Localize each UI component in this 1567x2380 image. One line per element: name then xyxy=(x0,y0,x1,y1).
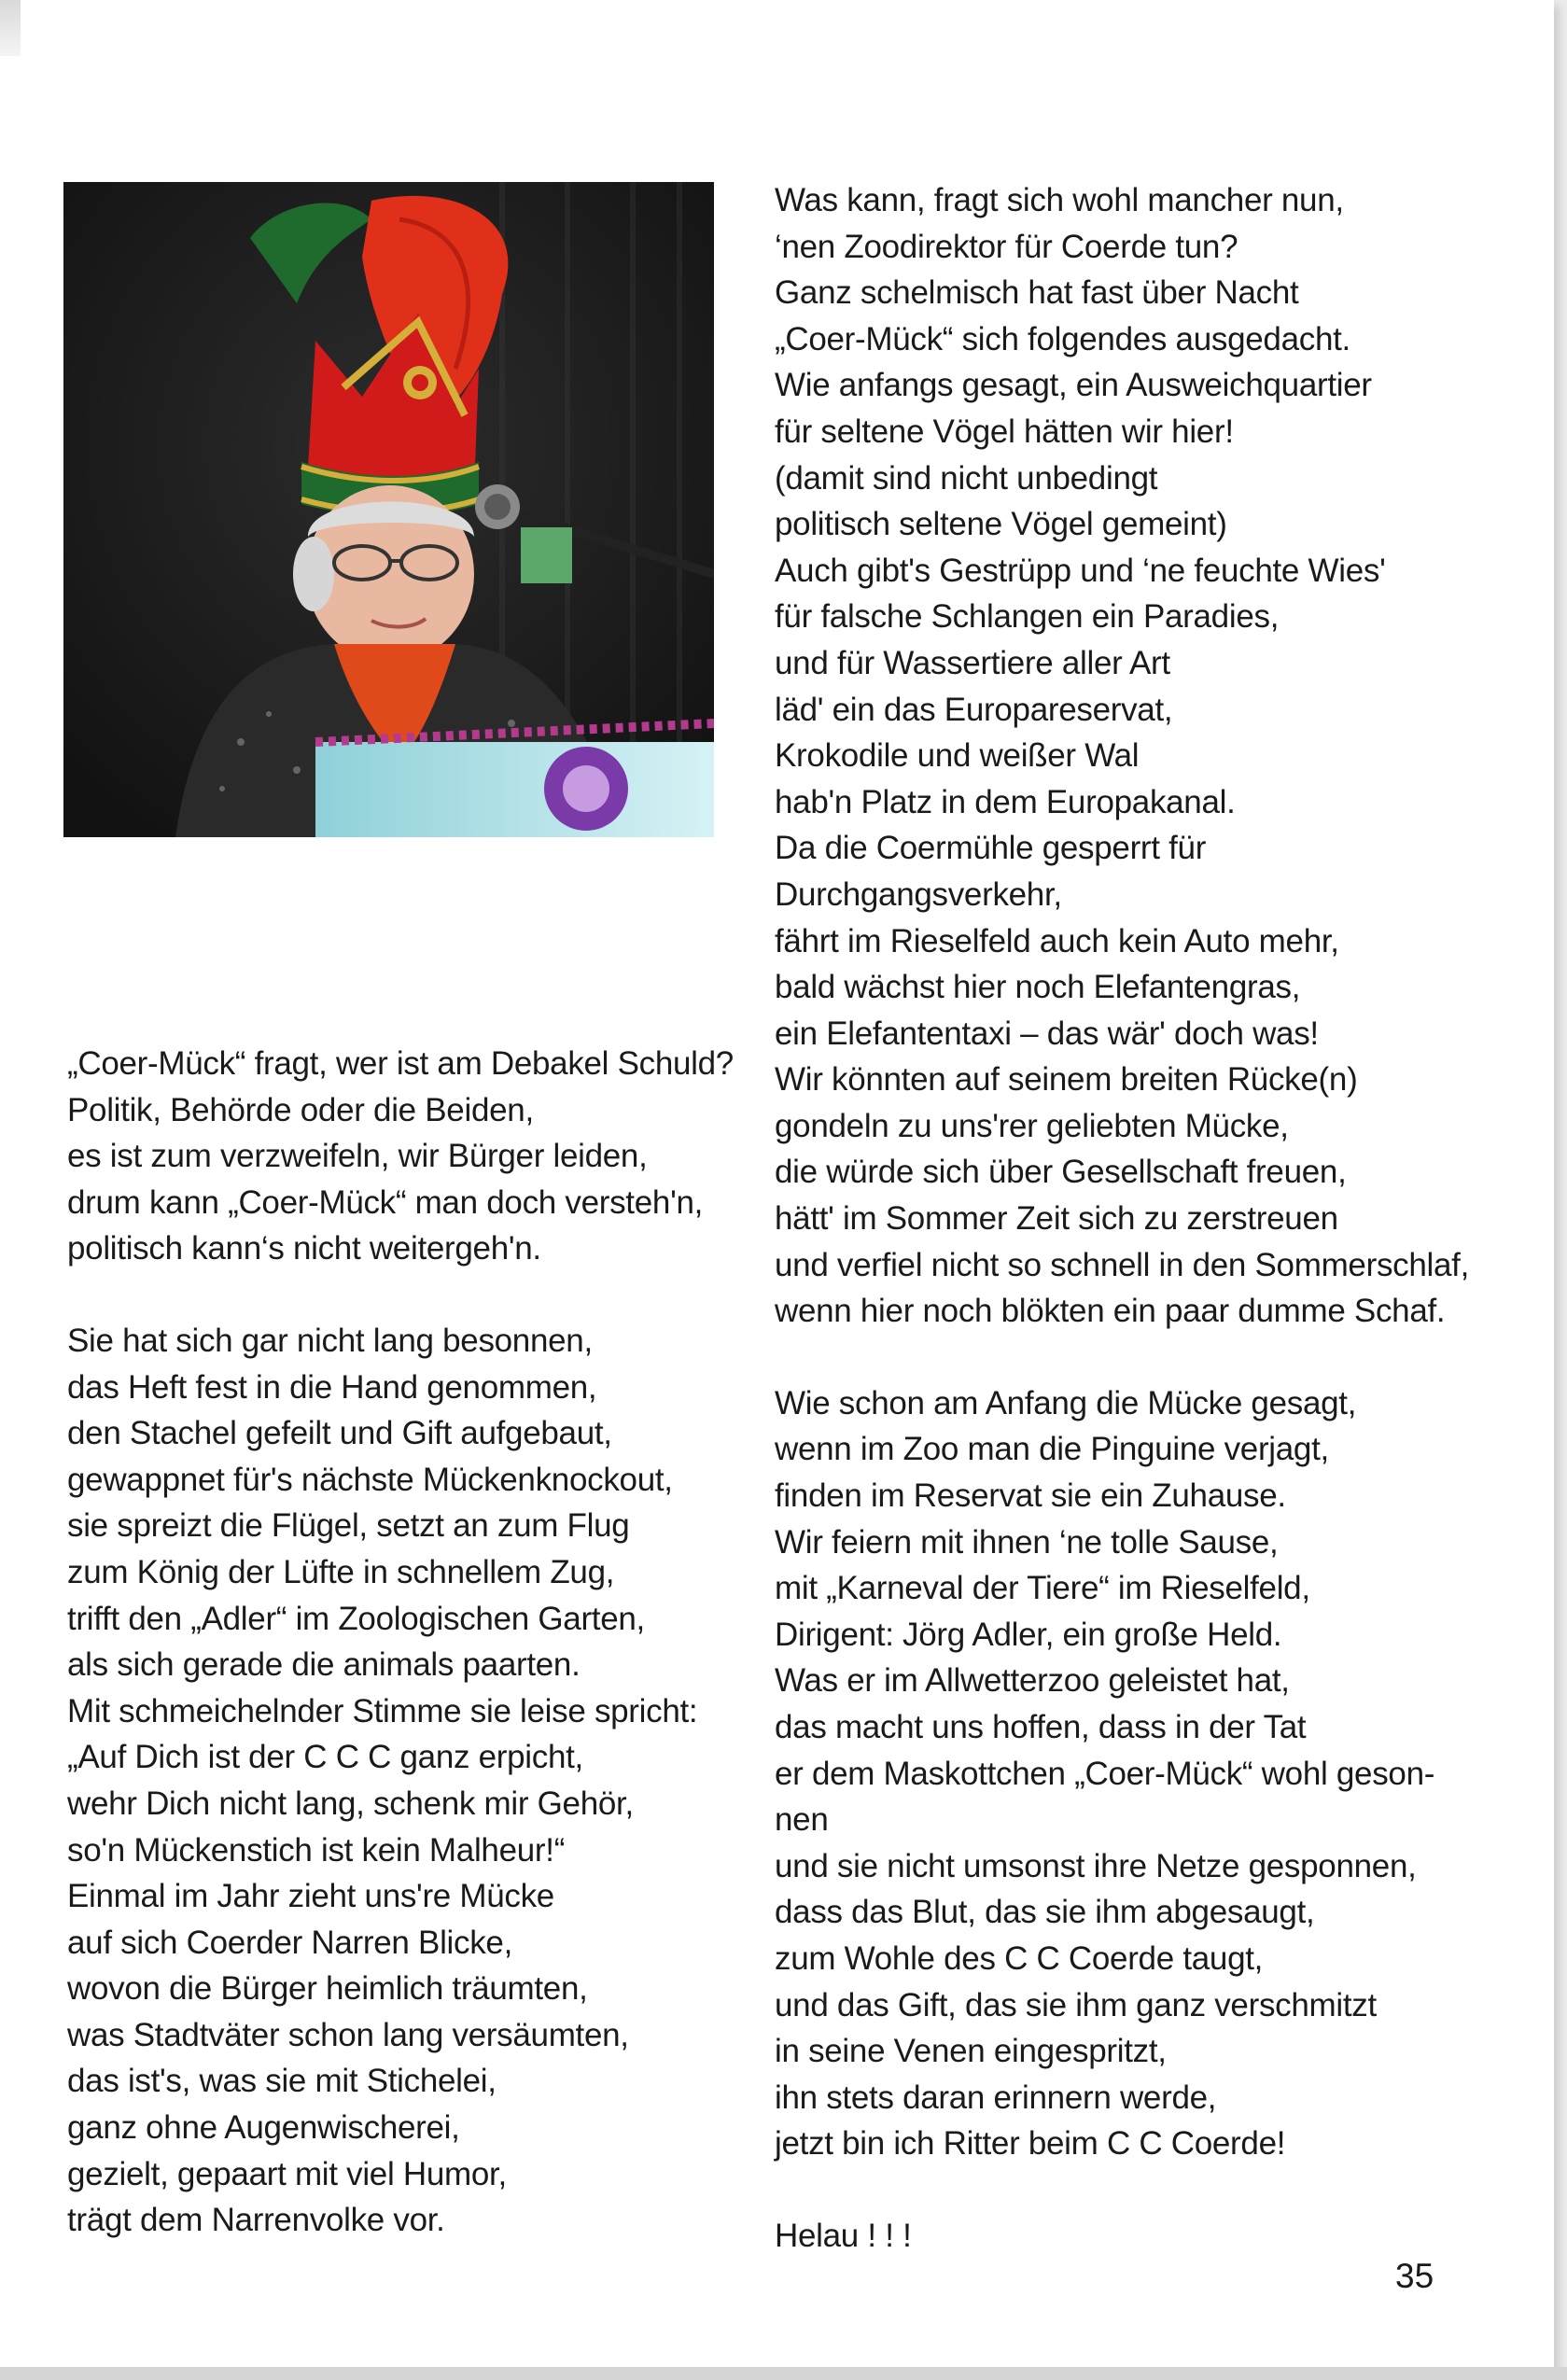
poem-line: „Coer-Mück“ sich folgendes ausgedacht. xyxy=(775,320,1350,357)
poem-line: so'n Mückenstich ist kein Malheur!“ xyxy=(67,1831,566,1869)
poem-line: und sie nicht umsonst ihre Netze gesponnen, xyxy=(775,1847,1417,1884)
left-stanza-1 xyxy=(67,1041,739,1272)
poem-line: mit „Karneval der Tiere“ im Rieselfeld, xyxy=(775,1570,1310,1607)
page-number: 35 xyxy=(1395,2257,1434,2295)
poem-line: „Auf Dich ist der C C C ganz erpicht, xyxy=(67,1739,583,1776)
poem-line: und für Wassertiere aller Art xyxy=(775,644,1170,681)
poem-line: sie spreizt die Flügel, setzt an zum Flug xyxy=(67,1507,630,1545)
poem-line: als sich gerade die animals paarten. xyxy=(67,1646,581,1684)
poem-line: trägt dem Narrenvolke vor. xyxy=(67,2202,445,2239)
poem-line: er dem Maskottchen „Coer-Mück“ wohl geson- xyxy=(775,1755,1435,1792)
poem-line: bald wächst hier noch Elefantengras, xyxy=(775,969,1301,1006)
poem-line: hab'n Platz in dem Europakanal. xyxy=(775,783,1236,820)
poem-line: gezielt, gepaart mit viel Humor, xyxy=(67,2155,507,2192)
poem-line: nen xyxy=(775,1801,829,1839)
poem-left-column xyxy=(67,1041,739,2244)
carnival-speaker-photo-icon xyxy=(63,182,714,837)
poem-line: politisch seltene Vögel gemeint) xyxy=(775,506,1227,543)
poem-line: „Coer-Mück“ fragt, wer ist am Debakel Schuld? xyxy=(67,1045,734,1082)
poem-line: ‘nen Zoodirektor für Coerde tun? xyxy=(775,228,1238,265)
poem-line: und verfiel nicht so schnell in den Sommerschlaf, xyxy=(775,1246,1470,1283)
poem-line: gondeln zu uns'rer geliebten Mücke, xyxy=(775,1107,1289,1144)
poem-line: Durchgangsverkehr, xyxy=(775,875,1062,913)
poem-line: was Stadtväter schon lang versäumten, xyxy=(67,2016,629,2053)
poem-line: hätt' im Sommer Zeit sich zu zerstreuen xyxy=(775,1200,1338,1238)
poem-line: drum kann „Coer-Mück“ man doch versteh'n, xyxy=(67,1183,704,1221)
poem-line: politisch kann‘s nicht weitergeh'n. xyxy=(67,1230,541,1267)
poem-line: wovon die Bürger heimlich träumten, xyxy=(67,1970,588,2008)
poem-line: in seine Venen eingespritzt, xyxy=(775,2033,1167,2070)
poem-line: wehr Dich nicht lang, schenk mir Gehör, xyxy=(67,1785,634,1822)
speaker-photo xyxy=(63,182,714,837)
poem-line: ein Elefantentaxi – das wär' doch was! xyxy=(775,1015,1319,1052)
poem-line: das macht uns hoffen, dass in der Tat xyxy=(775,1709,1307,1745)
poem-line: zum Wohle des C C Coerde taugt, xyxy=(775,1939,1264,1977)
poem-line: Wie anfangs gesagt, ein Ausweichquartier xyxy=(775,367,1372,404)
poem-line: ihn stets daran erinnern werde, xyxy=(775,2079,1217,2116)
poem-line: es ist zum verzweifeln, wir Bürger leiden, xyxy=(67,1138,648,1175)
poem-line: Da die Coermühle gesperrt für xyxy=(775,830,1207,867)
poem-line: (damit sind nicht unbedingt xyxy=(775,459,1158,497)
poem-line: Ganz schelmisch hat fast über Nacht xyxy=(775,274,1299,312)
poem-line: Was er im Allwetterzoo geleistet hat, xyxy=(775,1662,1290,1700)
poem-line: wenn im Zoo man die Pinguine verjagt, xyxy=(775,1431,1329,1468)
poem-line: Was kann, fragt sich wohl mancher nun, xyxy=(775,182,1344,218)
poem-line: dass das Blut, das sie ihm abgesaugt, xyxy=(775,1894,1315,1931)
right-stanza-1 xyxy=(775,177,1503,1335)
poem-line: auf sich Coerder Narren Blicke, xyxy=(67,1924,513,1961)
poem-line: fährt im Rieselfeld auch kein Auto mehr, xyxy=(775,922,1339,959)
poem-line: jetzt bin ich Ritter beim C C Coerde! xyxy=(775,2125,1286,2163)
poem-right-column xyxy=(775,177,1503,2260)
poem-line: läd' ein das Europareservat, xyxy=(775,691,1173,728)
poem-line: Wie schon am Anfang die Mücke gesagt, xyxy=(775,1384,1357,1421)
poem-line: das Heft fest in die Hand genommen, xyxy=(67,1368,597,1406)
poem-line: Einmal im Jahr zieht uns're Mücke xyxy=(67,1878,554,1915)
scan-edge xyxy=(0,2367,1567,2380)
poem-line: Wir könnten auf seinem breiten Rücke(n) xyxy=(775,1061,1358,1099)
poem-line: Auch gibt's Gestrüpp und ‘ne feuchte Wies' xyxy=(775,552,1386,589)
poem-line: die würde sich über Gesellschaft freuen, xyxy=(775,1154,1347,1191)
poem-line: Sie hat sich gar nicht lang besonnen, xyxy=(67,1322,593,1359)
poem-line: trifft den „Adler“ im Zoologischen Garten, xyxy=(67,1600,645,1637)
right-stanza-2 xyxy=(775,1380,1503,2167)
poem-line: für seltene Vögel hätten wir hier! xyxy=(775,413,1234,450)
left-stanza-2 xyxy=(67,1318,739,2244)
page-corner xyxy=(0,0,21,56)
poem-line: wenn hier noch blökten ein paar dumme Schaf. xyxy=(775,1293,1446,1330)
poem-line: gewappnet für's nächste Mückenknockout, xyxy=(67,1461,673,1498)
poem-line: Krokodile und weißer Wal xyxy=(775,737,1140,775)
poem-line: ganz ohne Augenwischerei, xyxy=(67,2109,460,2147)
poem-line: Mit schmeichelnder Stimme sie leise spricht: xyxy=(67,1692,698,1729)
poem-line: und das Gift, das sie ihm ganz verschmitzt xyxy=(775,1986,1377,2023)
closing-cheer: Helau ! ! ! xyxy=(775,2217,912,2254)
poem-line: Dirigent: Jörg Adler, ein große Held. xyxy=(775,1616,1282,1653)
poem-line: Politik, Behörde oder die Beiden, xyxy=(67,1091,534,1128)
poem-line: den Stachel gefeilt und Gift aufgebaut, xyxy=(67,1415,612,1452)
poem-line: Wir feiern mit ihnen ‘ne tolle Sause, xyxy=(775,1523,1279,1561)
poem-line: zum König der Lüfte in schnellem Zug, xyxy=(67,1553,615,1590)
poem-line: für falsche Schlangen ein Paradies, xyxy=(775,598,1280,636)
poem-line: das ist's, was sie mit Stichelei, xyxy=(67,2063,497,2100)
poem-line: finden im Reservat sie ein Zuhause. xyxy=(775,1477,1286,1515)
